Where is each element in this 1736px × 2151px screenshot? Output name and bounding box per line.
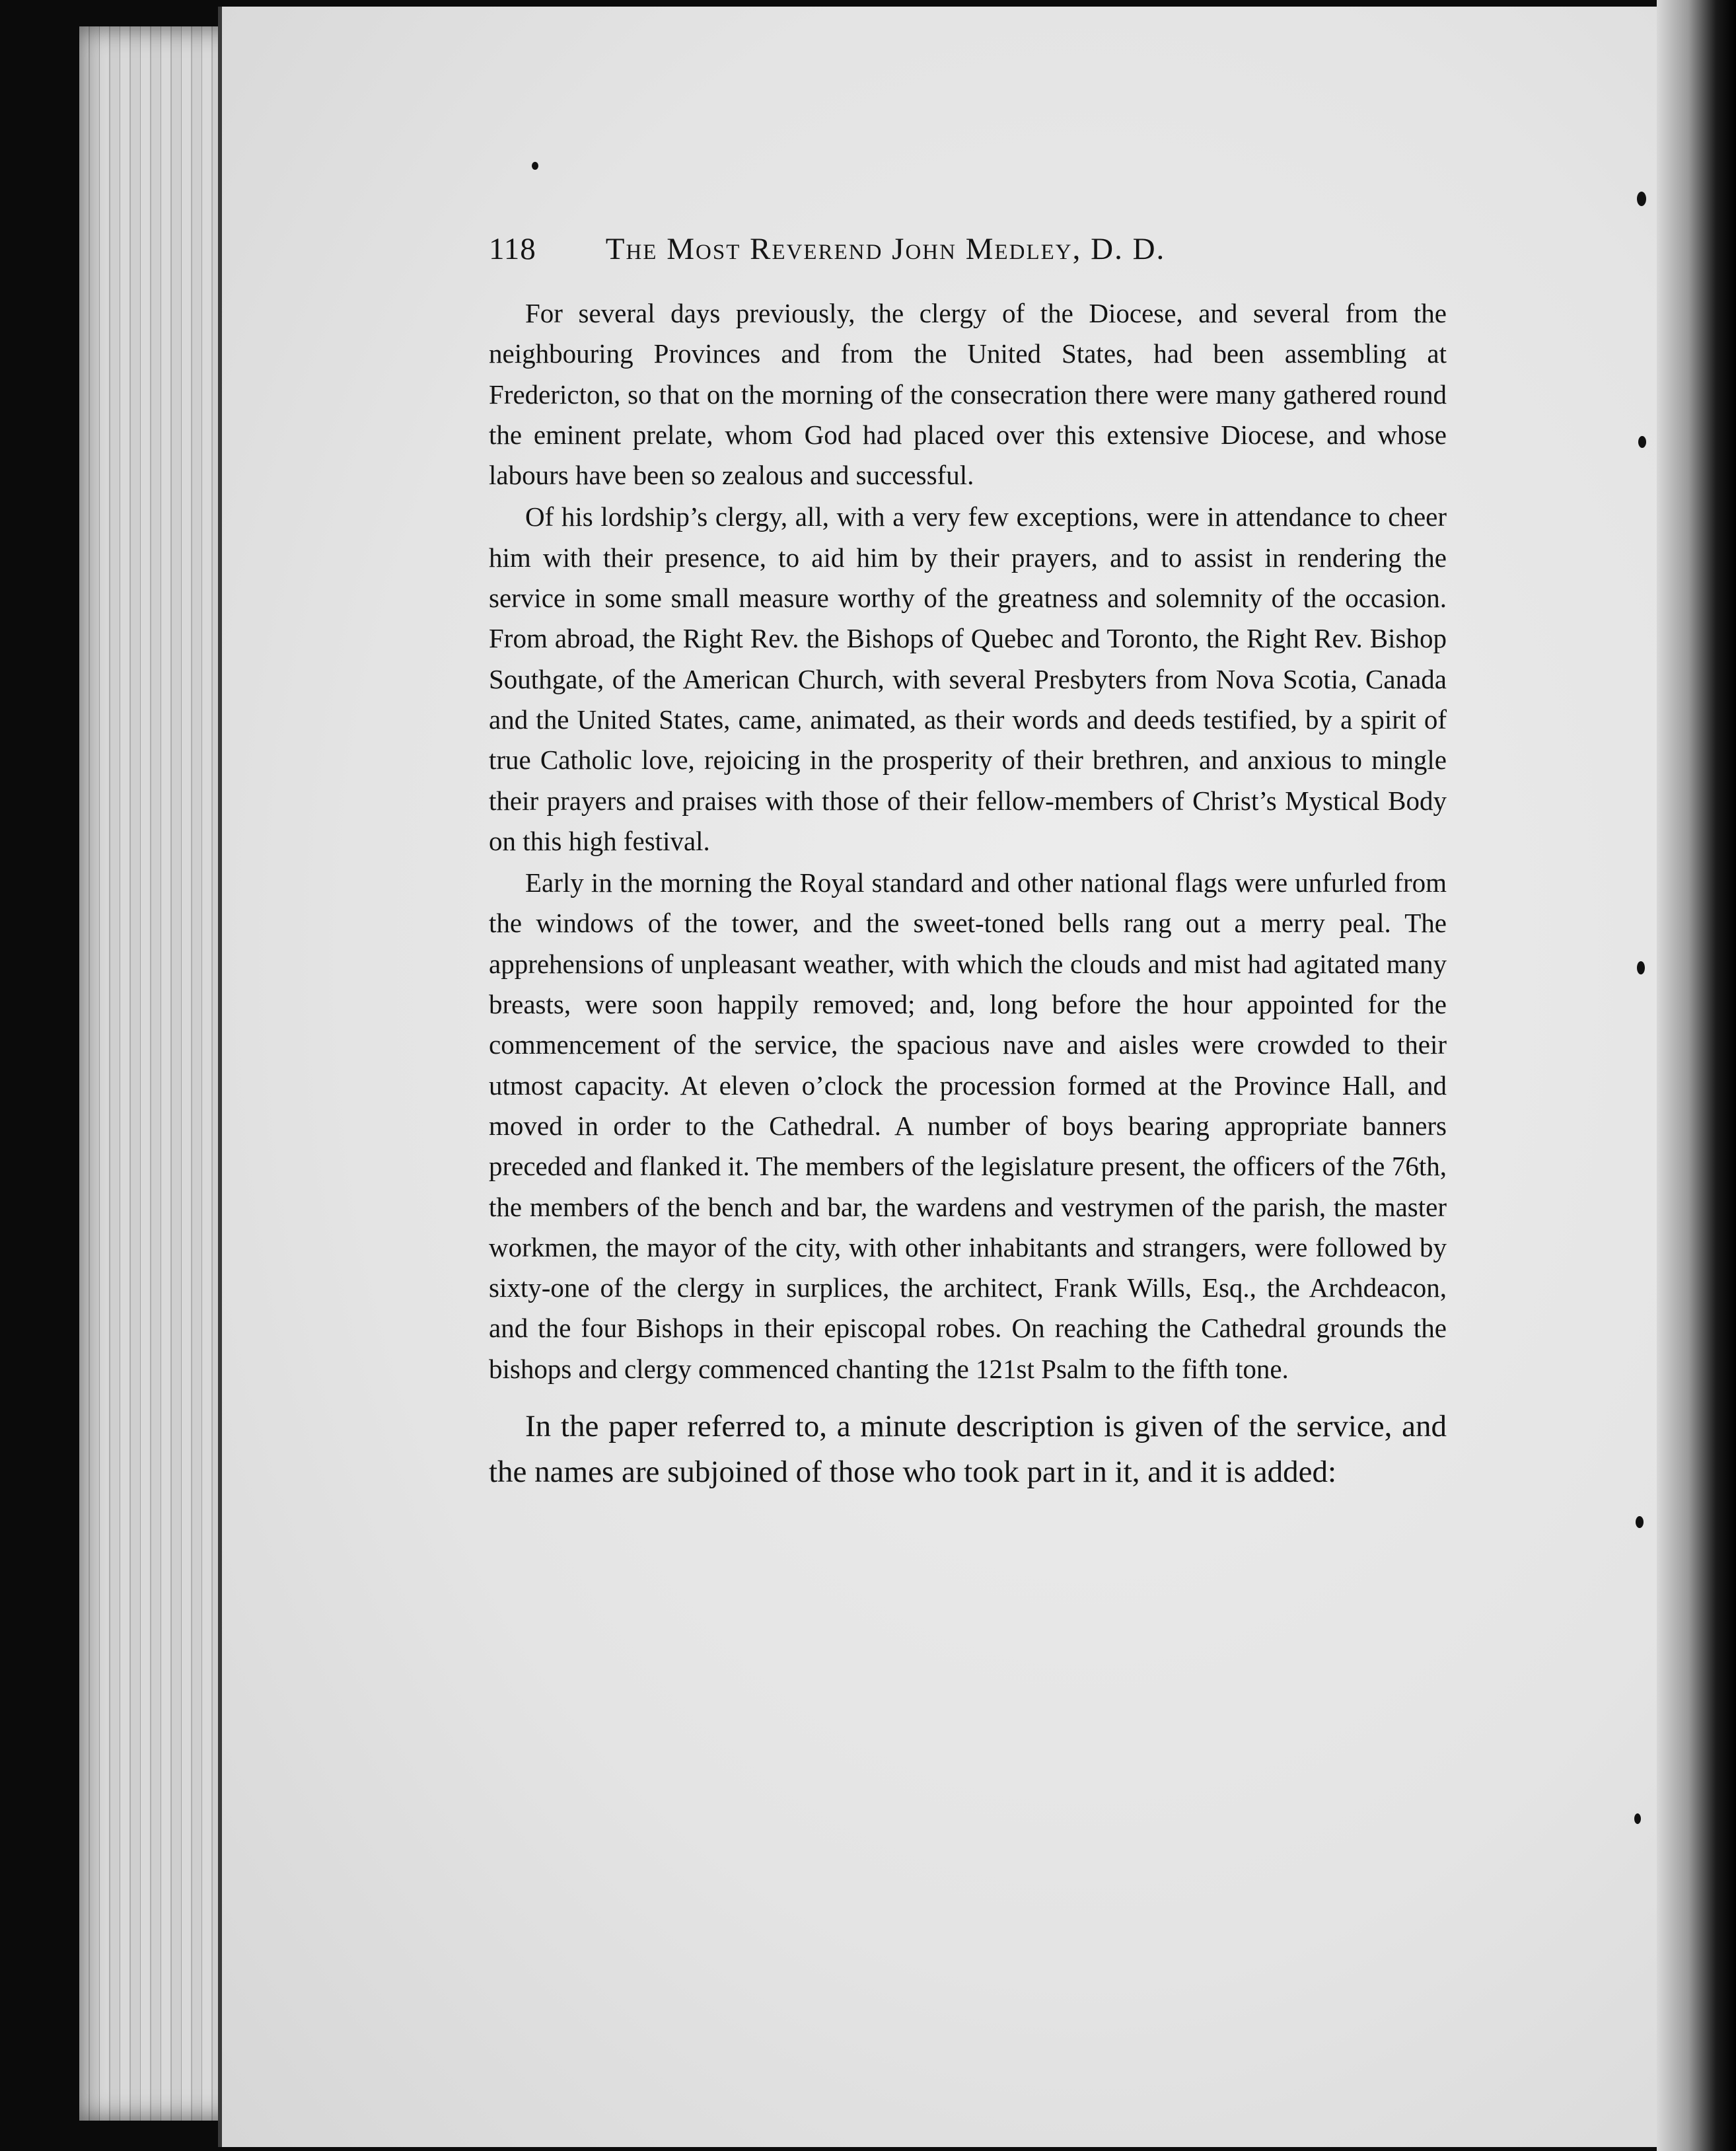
scan-speck [1638, 436, 1646, 448]
scan-speck [1634, 1813, 1641, 1824]
page-number: 118 [489, 232, 536, 266]
closing-paragraph: In the paper referred to, a minute description is given of the service, and the names are subjoined of those who took part in it, and it is added: [489, 1409, 1447, 1490]
scan-speck [1637, 192, 1646, 206]
scan-speck [1637, 961, 1645, 974]
body-paragraph: For several days previously, the clergy of the Diocese, and several from the neighbouring Provinces and from the United States, had been assembling at Fredericton, so that on the morning of the consecration there were many gathered round the eminent prelate, whom God had placed over this extensive Diocese, and whose labours have been so zealous and successful. [489, 298, 1447, 491]
running-title: The Most Reverend John Medley, D. D. [605, 232, 1166, 266]
body-paragraph: Of his lordship’s clergy, all, with a very few exceptions, were in attendance to cheer him with their presence, to aid him by their prayers, and to assist in rendering the service in some small measure worthy of the greatness and solemnity of the occasion. From abroad, the Right Rev. the Bishops of Quebec and Toronto, the Right Rev. Bishop Southgate, of the American Church, with several Presbyters from Nova Scotia, Canada and the United States, came, animated, as their words and deeds testified, by a spirit of true Catholic love, rejoicing in the prosperity of their brethren, and anxious to mingle their prayers and praises with those of their fellow-members of Christ’s Mystical Body on this high festival. [489, 501, 1447, 856]
running-head [489, 231, 1447, 267]
scan-speck [532, 162, 538, 170]
scan-speck [1636, 1516, 1644, 1528]
body-paragraph: Early in the morning the Royal standard and other national flags were unfurled from the windows of the tower, and the sweet-toned bells rang out a merry peal. The apprehensions of unpleasant weather, with which the clouds and mist had agitated many breasts, were soon happily removed; and, long before the hour appointed for the commencement of the service, the spacious nave and aisles were crowded to their utmost capacity. At eleven o’clock the procession formed at the Province Hall, and moved in order to the Cathedral. A number of boys bearing appropriate banners preceded and flanked it. The members of the legislature present, the officers of the 76th, the members of the bench and bar, the wardens and vestrymen of the parish, the master workmen, the mayor of the city, with other inhabitants and strangers, were followed by sixty-one of the clergy in surplices, the architect, Frank Wills, Esq., the Archdeacon, and the four Bishops in their episcopal robes. On reaching the Cathedral grounds the bishops and clergy commenced chanting the 121st Psalm to the fifth tone. [489, 867, 1447, 1384]
page-text [489, 231, 1447, 1495]
binding-gutter [1657, 0, 1736, 2151]
